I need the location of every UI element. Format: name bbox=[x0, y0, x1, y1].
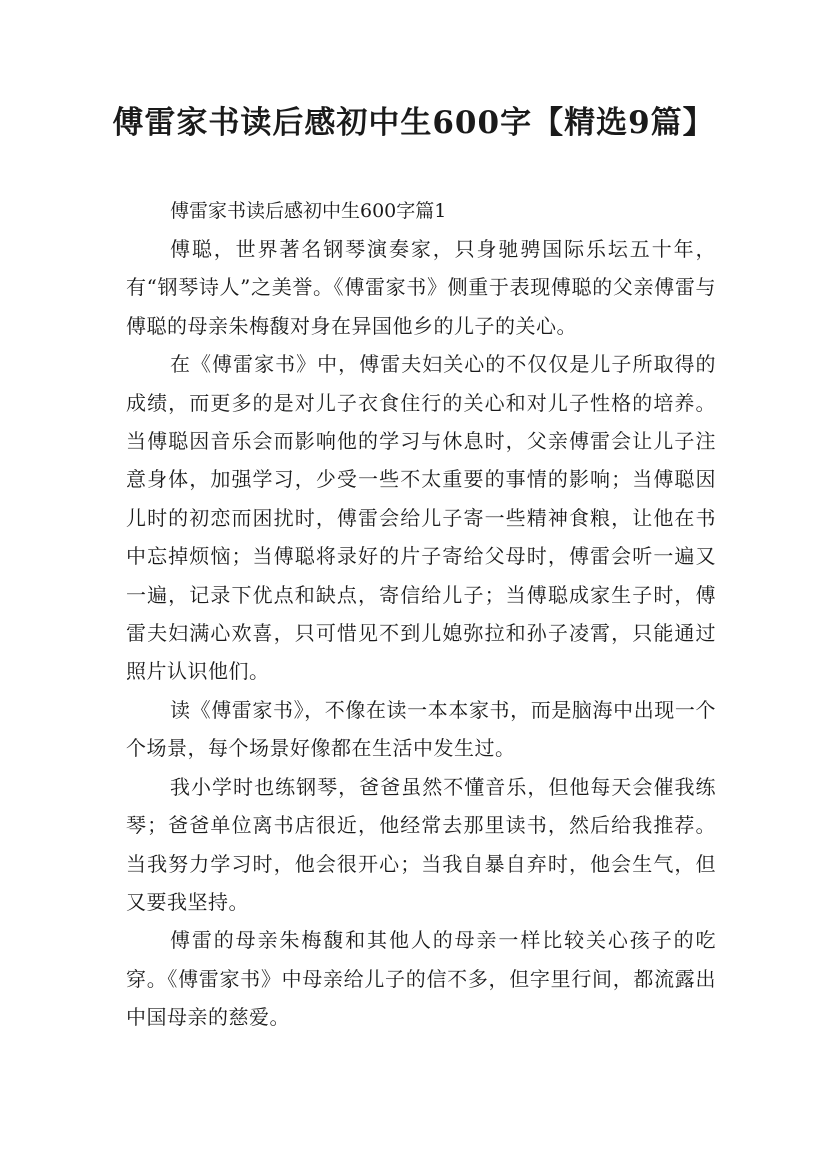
paragraph-1: 傅聪，世界著名钢琴演奏家，只身驰骋国际乐坛五十年，有“钢琴诗人”之美誉。《傅雷家书》侧重于表现傅聪的父亲傅雷与傅聪的母亲朱梅馥对身在异国他乡的儿子的关心。 bbox=[126, 237, 716, 338]
document-title: 傅雷家书读后感初中生600字【精选9篇】 bbox=[112, 105, 715, 141]
paragraph-2: 在《傅雷家书》中，傅雷夫妇关心的不仅仅是儿子所取得的成绩，而更多的是对儿子衣食住行的关心和对儿子性格的培养。当傅聪因音乐会而影响他的学习与休息时，父亲傅雷会让儿子注意身体，加强学习，少受一些不太重要的事情的影响；当傅聪因儿时的初恋而困扰时，傅雷会给儿子寄一些精神食粮，让他在书中忘掉烦恼；当傅聪将录好的片子寄给父母时，傅雷会听一遍又一遍，记录下优点和缺点，寄信给儿子；当傅聪成家生子时，傅雷夫妇满心欢喜，只可惜见不到儿媳弥拉和孙子凌霄，只能通过照片认识他们。 bbox=[126, 352, 716, 684]
paragraph-3: 读《傅雷家书》，不像在读一本本家书，而是脑海中出现一个个场景，每个场景好像都在生活中发生过。 bbox=[126, 697, 716, 761]
document-body bbox=[126, 192, 716, 1037]
section-heading: 傅雷家书读后感初中生600字篇1 bbox=[170, 200, 447, 222]
paragraph-5: 傅雷的母亲朱梅馥和其他人的母亲一样比较关心孩子的吃穿。《傅雷家书》中母亲给儿子的信不多，但字里行间，都流露出中国母亲的慈爱。 bbox=[126, 928, 716, 1030]
paragraph-4: 我小学时也练钢琴，爸爸虽然不懂音乐，但他每天会催我练琴；爸爸单位离书店很近，他经常去那里读书，然后给我推荐。当我努力学习时，他会很开心；当我自暴自弃时，他会生气，但又要我坚持。 bbox=[126, 774, 716, 914]
